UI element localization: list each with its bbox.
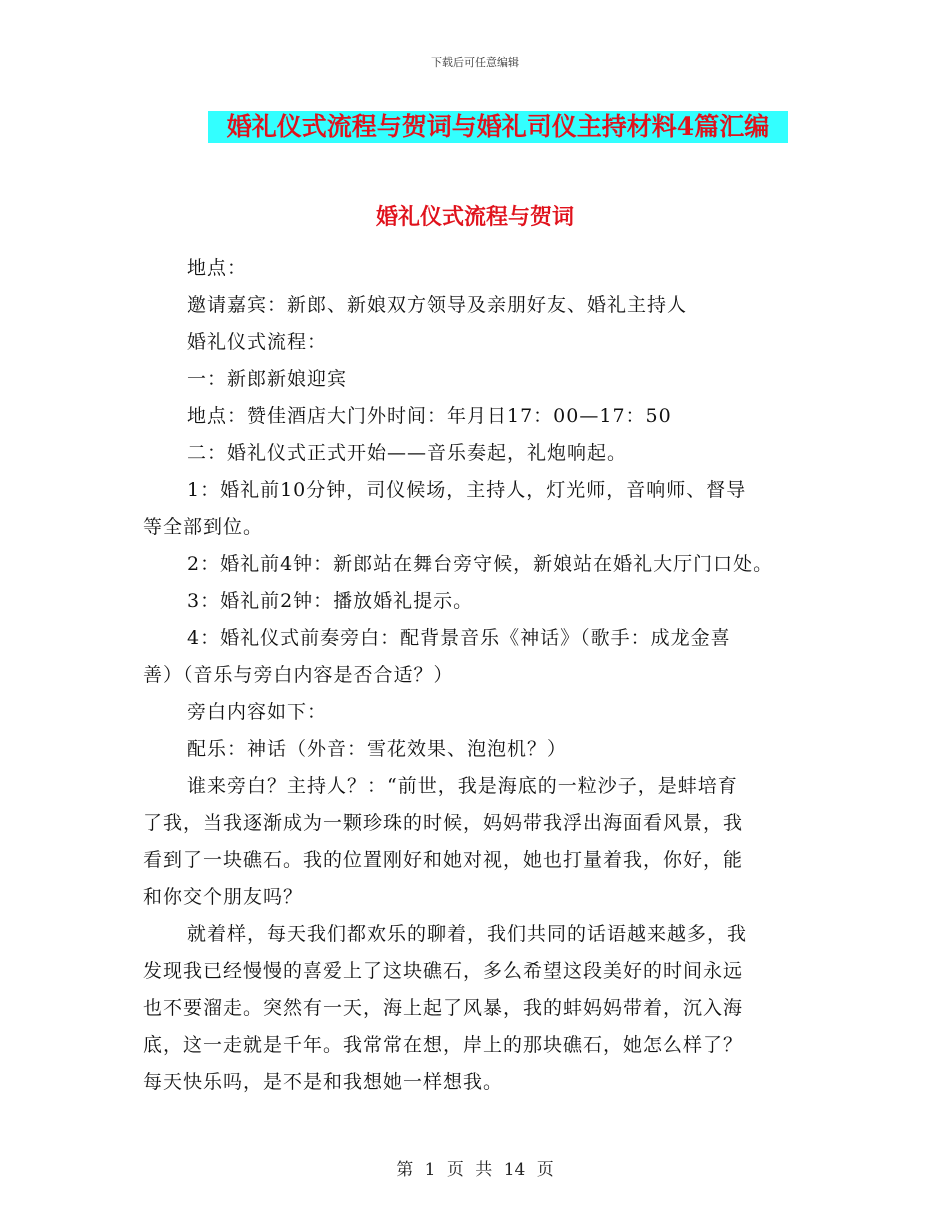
paragraph-line: 旁白内容如下： xyxy=(187,701,328,723)
paragraph-line: 发现我已经慢慢的喜爱上了这块礁石，多么希望这段美好的时间永远 xyxy=(143,960,744,982)
paragraph-line: 等全部到位。 xyxy=(143,516,264,538)
paragraph-line: 一：新郎新娘迎宾 xyxy=(187,368,348,390)
paragraph-line: 看到了一块礁石。我的位置刚好和她对视，她也打量着我，你好，能 xyxy=(143,849,744,871)
page-number-footer: 第 1 页 共 14 页 xyxy=(396,1160,554,1180)
paragraph-line: 4：婚礼仪式前奏旁白：配背景音乐《神话》（歌手：成龙金喜 xyxy=(187,627,731,649)
paragraph-line: 地点： xyxy=(187,257,248,279)
paragraph-line: 每天快乐吗，是不是和我想她一样想我。 xyxy=(143,1071,504,1093)
paragraph-line: 配乐：神话（外音：雪花效果、泡泡机？） xyxy=(187,738,568,760)
document-main-title: 婚礼仪式流程与贺词与婚礼司仪主持材料4篇汇编 xyxy=(208,111,788,143)
paragraph-line: 二：婚礼仪式正式开始——音乐奏起，礼炮响起。 xyxy=(187,442,628,464)
paragraph-line: 2：婚礼前4钟：新郎站在舞台旁守候，新娘站在婚礼大厅门口处。 xyxy=(187,553,774,575)
paragraph-line: 地点：赞佳酒店大门外时间：年月日17：00—17：50 xyxy=(187,405,672,427)
paragraph-line: 婚礼仪式流程： xyxy=(187,331,328,353)
paragraph-line: 邀请嘉宾：新郎、新娘双方领导及亲朋好友、婚礼主持人 xyxy=(187,294,688,316)
paragraph-line: 1：婚礼前10分钟，司仪候场，主持人，灯光师，音响师、督导 xyxy=(187,479,747,501)
section-title: 婚礼仪式流程与贺词 xyxy=(375,204,574,230)
paragraph-line: 和你交个朋友吗？ xyxy=(143,886,304,908)
paragraph-line: 了我，当我逐渐成为一颗珍珠的时候，妈妈带我浮出海面看风景，我 xyxy=(143,812,744,834)
paragraph-line: 也不要溜走。突然有一天，海上起了风暴，我的蚌妈妈带着，沉入海 xyxy=(143,997,744,1019)
page-header-note: 下载后可任意编辑 xyxy=(431,56,519,69)
paragraph-line: 谁来旁白？主持人？：“前世，我是海底的一粒沙子，是蚌培育 xyxy=(187,775,738,797)
paragraph-line: 3：婚礼前2钟：播放婚礼提示。 xyxy=(187,590,474,612)
paragraph-line: 善）（音乐与旁白内容是否合适？） xyxy=(143,664,454,686)
paragraph-line: 就着样，每天我们都欢乐的聊着，我们共同的话语越来越多，我 xyxy=(187,923,748,945)
paragraph-line: 底，这一走就是千年。我常常在想，岸上的那块礁石，她怎么样了？ xyxy=(143,1034,744,1056)
